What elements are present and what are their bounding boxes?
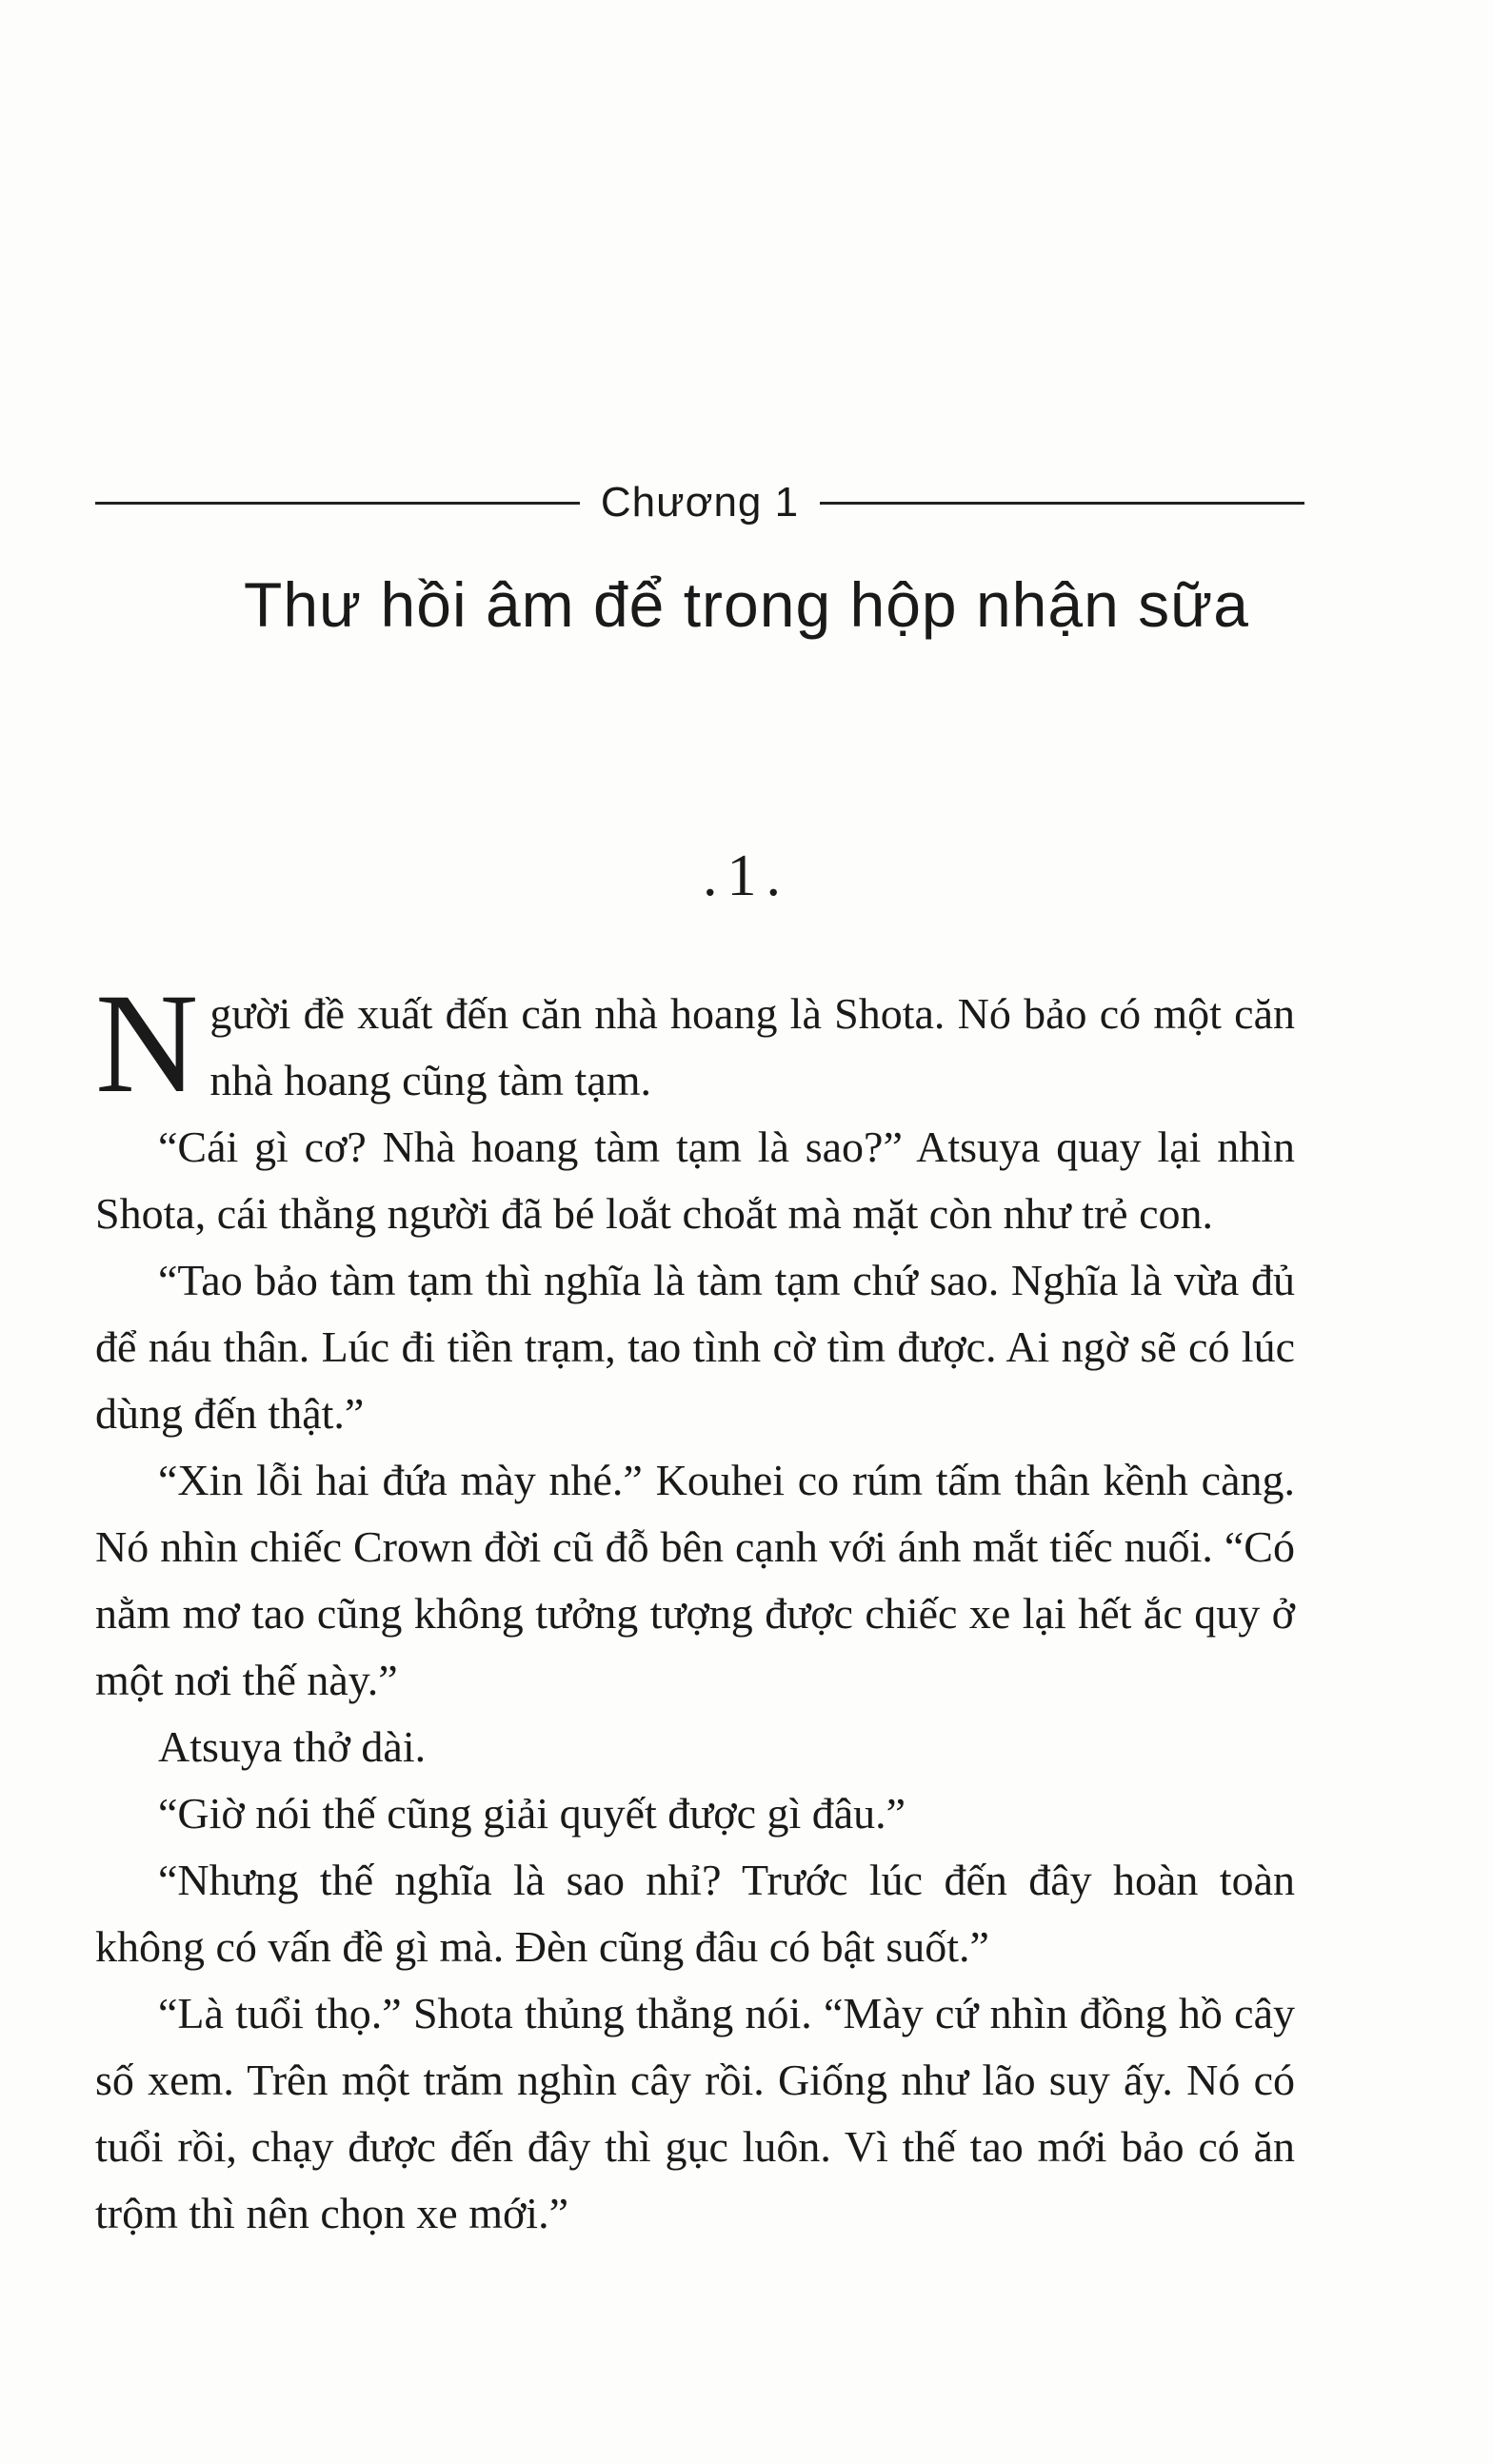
paragraph: “Là tuổi thọ.” Shota thủng thẳng nói. “Mày cứ nhìn đồng hồ cây số xem. Trên một trăm nghìn cây rồi. Giống như lão suy ấy. Nó có tuổi rồi, chạy được đến đây thì gục luôn. Vì thế tao mới bảo có ăn trộm thì nên chọn xe mới.” [95, 1989, 1295, 2237]
section-number: .1. [703, 844, 790, 908]
chapter-heading [95, 474, 1304, 531]
drop-cap: N [95, 964, 199, 1123]
right-rule [820, 502, 1304, 505]
chapter-title: Thư hồi âm để trong hộp nhận sữa [244, 569, 1249, 640]
chapter-label: Chương 1 [600, 479, 800, 526]
paragraph [95, 964, 1295, 1123]
paragraph: “Tao bảo tàm tạm thì nghĩa là tàm tạm chứ sao. Nghĩa là vừa đủ để náu thân. Lúc đi tiền trạm, tao tình cờ tìm được. Ai ngờ sẽ có lúc dùng đến thật.” [95, 1256, 1295, 1438]
paragraph: Atsuya thở dài. [158, 1722, 427, 1771]
paragraph: “Xin lỗi hai đứa mày nhé.” Kouhei co rúm tấm thân kềnh càng. Nó nhìn chiếc Crown đời cũ đỗ bên cạnh với ánh mắt tiếc nuối. “Có nằm mơ tao cũng không tưởng tượng được chiếc xe lại hết ắc quy ở một nơi thế này.” [95, 1456, 1295, 1704]
paragraph: “Cái gì cơ? Nhà hoang tàm tạm là sao?” Atsuya quay lại nhìn Shota, cái thằng người đã bé loắt choắt mà mặt còn như trẻ con. [95, 1123, 1295, 1238]
left-rule [95, 502, 580, 505]
body-text [95, 964, 1295, 2247]
paragraph-text: gười đề xuất đến căn nhà hoang là Shota. Nó bảo có một căn nhà hoang cũng tàm tạm. [209, 989, 1295, 1104]
paragraph: “Giờ nói thế cũng giải quyết được gì đâu.” [158, 1789, 906, 1838]
paragraph: “Nhưng thế nghĩa là sao nhỉ? Trước lúc đến đây hoàn toàn không có vấn đề gì mà. Đèn cũng đâu có bật suốt.” [95, 1856, 1295, 1971]
